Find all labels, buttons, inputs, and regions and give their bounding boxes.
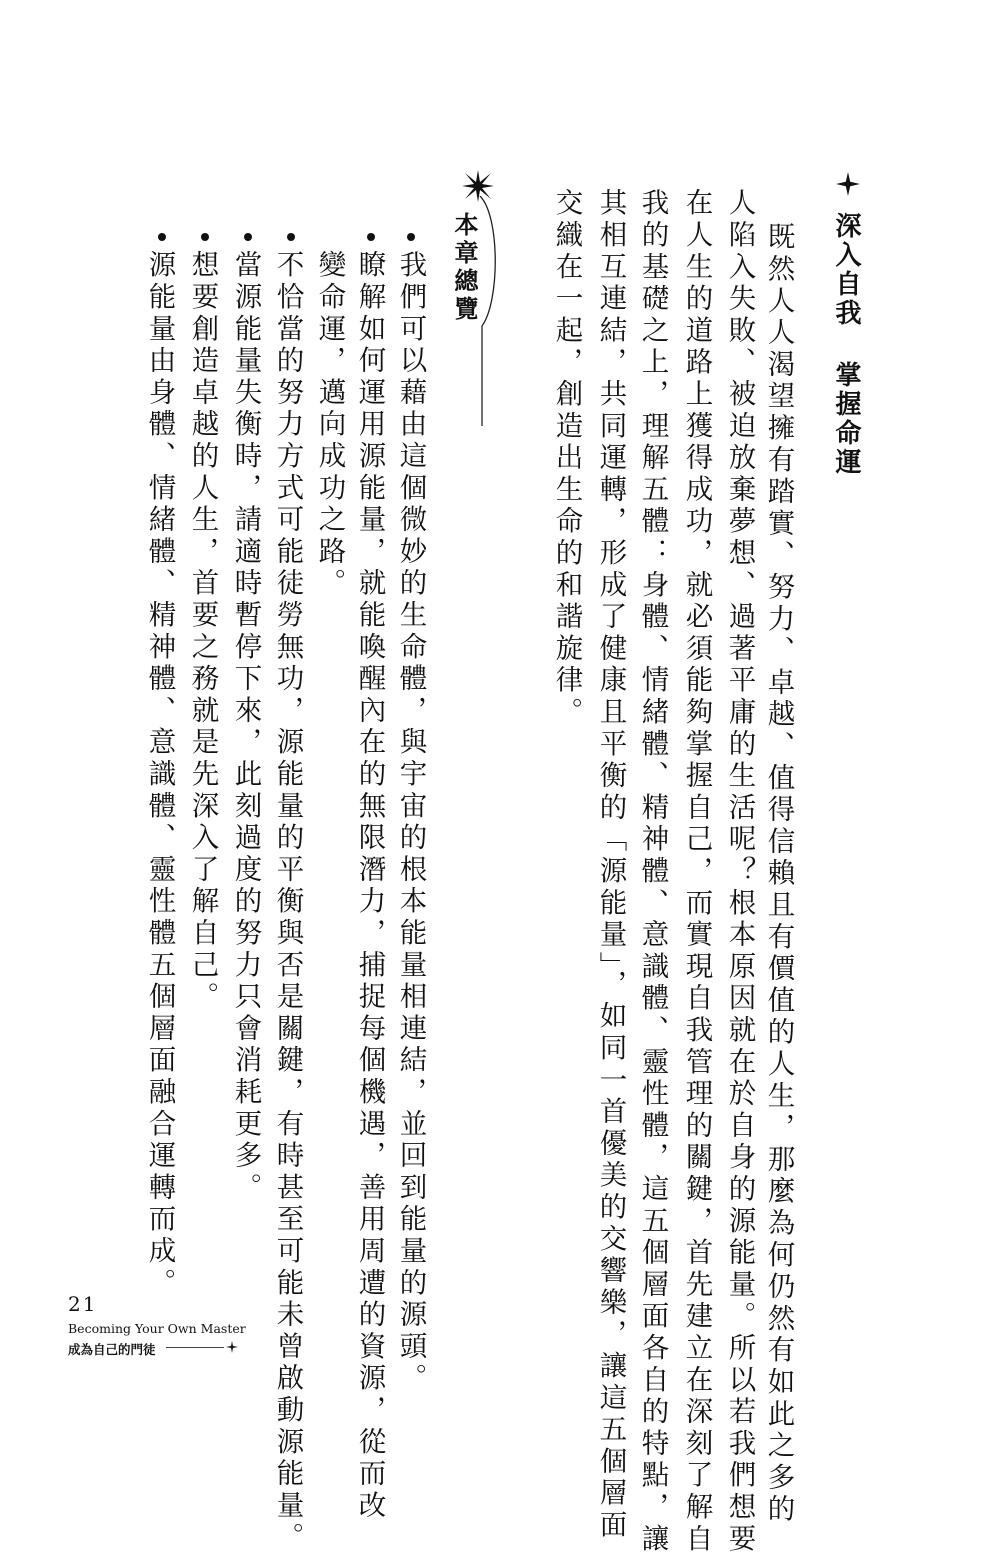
paragraph-line: 在人生的道路上獲得成功，就必須能夠掌握自己，而實現自我管理的關鍵，首先建立在深刻了解自 [680, 188, 713, 1555]
bullet-dot [367, 233, 375, 241]
bullet-dot [407, 233, 415, 241]
overview-title: 本章總覽 [450, 212, 478, 324]
book-title-zh: 成為自己的門徒 [68, 1342, 156, 1357]
bullet-text: 我們可以藉由這個微妙的生命體，與宇宙的根本能量相連結，並回到能量的源頭。 [394, 250, 427, 1395]
paragraph-line: 人陷入失敗、被迫放棄夢想、過著平庸的生活呢？根本原因就在於自身的源能量。所以若我們想要 [723, 188, 756, 1555]
bullet-text: 源能量由身體、情緒體、精神體、意識體、靈性體五個層面融合運轉而成。 [143, 250, 176, 1300]
book-title-en: Becoming Your Own Master [68, 1321, 246, 1336]
bullet-dot [201, 233, 209, 241]
paragraph-line: 其相互連結，共同運轉，形成了健康且平衡的「源能量」，如同一首優美的交響樂，讓這五個層面 [594, 188, 627, 1542]
bullet-text: 當源能量失衡時，請適時暫停下來，此刻過度的努力只會消耗更多。 [229, 250, 262, 1204]
four-point-star-icon [836, 172, 860, 196]
bullet-dot [158, 233, 166, 241]
bullet-text: 想要創造卓越的人生，首要之務就是先深入了解自己。 [186, 250, 219, 1014]
bullet-text-continued: 變命運，邁向成功之路。 [313, 250, 346, 600]
overview-bracket [478, 196, 504, 426]
small-star-icon [226, 1341, 238, 1353]
bullet-text: 不恰當的努力方式可能徒勞無功，源能量的平衡與否是關鍵，有時甚至可能未曾啟動源能量。 [271, 250, 304, 1554]
footer-divider [166, 1347, 224, 1348]
bullet-dot [287, 233, 295, 241]
page-number: 21 [68, 1292, 98, 1316]
paragraph-line: 交織在一起，創造出生命的和諧旋律。 [550, 188, 583, 729]
section-title: 深入自我 掌握命運 [831, 212, 861, 477]
bullet-text: 瞭解如何運用源能量，就能喚醒內在的無限潛力，捕捉每個機遇，善用周遭的資源，從而改 [353, 250, 386, 1522]
bullet-dot [244, 233, 252, 241]
paragraph-line: 我的基礎之上，理解五體：身體、情緒體、精神體、意識體、靈性體，這五個層面各自的特點，讓 [636, 188, 669, 1555]
paragraph-line: 既然人人渴望擁有踏實、努力、卓越、值得信賴且有價值的人生，那麼為何仍然有如此之多的 [762, 222, 795, 1526]
